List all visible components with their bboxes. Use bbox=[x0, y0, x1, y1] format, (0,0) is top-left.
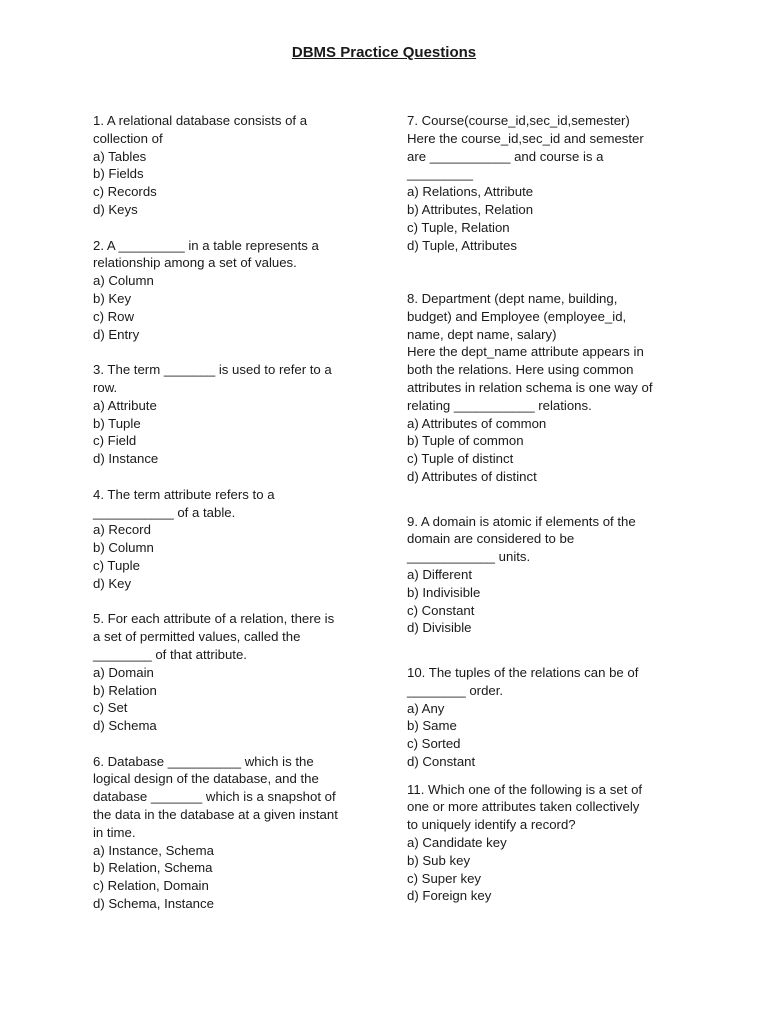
left-column bbox=[93, 112, 365, 913]
page-title: DBMS Practice Questions bbox=[291, 44, 477, 61]
question-text-line: relationship among a set of values. bbox=[93, 255, 297, 271]
question-text-line: one or more attributes taken collectively bbox=[407, 799, 640, 815]
answer-option: d) Key bbox=[93, 575, 132, 591]
answer-option: d) Schema, Instance bbox=[93, 896, 214, 912]
question-text-line: 4. The term attribute refers to a bbox=[93, 486, 275, 502]
answer-option: a) Domain bbox=[93, 664, 154, 680]
answer-option: b) Same bbox=[407, 718, 457, 734]
question-6 bbox=[93, 753, 365, 913]
answer-option: b) Sub key bbox=[407, 852, 471, 868]
right-column bbox=[407, 112, 679, 905]
question-text-line: 11. Which one of the following is a set of bbox=[407, 781, 643, 797]
answer-option: b) Tuple bbox=[93, 415, 141, 431]
answer-option: c) Tuple of distinct bbox=[407, 451, 514, 467]
answer-option: d) Divisible bbox=[407, 620, 472, 636]
answer-option: b) Tuple of common bbox=[407, 433, 524, 449]
question-text-line: ___________ of a table. bbox=[93, 504, 236, 520]
question-8 bbox=[407, 290, 679, 513]
answer-option: c) Set bbox=[93, 700, 128, 716]
answer-option: d) Entry bbox=[93, 326, 140, 342]
answer-option: c) Relation, Domain bbox=[93, 878, 209, 894]
answer-option: c) Constant bbox=[407, 602, 475, 618]
question-text-line: 2. A _________ in a table represents a bbox=[93, 237, 319, 253]
answer-option: b) Relation bbox=[93, 682, 157, 698]
question-text-line: name, dept name, salary) bbox=[407, 326, 557, 342]
question-text-line: both the relations. Here using common bbox=[407, 362, 634, 378]
question-text-line: 8. Department (dept name, building, bbox=[407, 290, 618, 306]
question-text-line: attributes in relation schema is one way of bbox=[407, 379, 653, 395]
question-4 bbox=[93, 486, 365, 611]
question-text-line: ________ of that attribute. bbox=[93, 646, 247, 662]
question-text-line: relating ___________ relations. bbox=[407, 397, 592, 413]
answer-option: d) Constant bbox=[407, 753, 476, 769]
answer-option: d) Tuple, Attributes bbox=[407, 237, 517, 253]
question-text-line: collection of bbox=[93, 130, 163, 146]
question-text-line: 3. The term _______ is used to refer to a bbox=[93, 362, 332, 378]
answer-option: b) Indivisible bbox=[407, 584, 481, 600]
question-text-line: row. bbox=[93, 379, 118, 395]
answer-option: c) Sorted bbox=[407, 736, 461, 752]
question-text-line: budget) and Employee (employee_id, bbox=[407, 308, 627, 324]
question-1 bbox=[93, 112, 365, 237]
answer-option: c) Super key bbox=[407, 870, 482, 886]
question-text-line: to uniquely identify a record? bbox=[407, 817, 576, 833]
answer-option: a) Tables bbox=[93, 148, 147, 164]
answer-option: b) Attributes, Relation bbox=[407, 201, 534, 217]
answer-option: c) Records bbox=[93, 184, 157, 200]
answer-option: b) Column bbox=[93, 540, 154, 556]
answer-option: a) Different bbox=[407, 566, 472, 582]
question-11 bbox=[407, 781, 679, 906]
answer-option: c) Tuple, Relation bbox=[407, 219, 510, 235]
answer-option: a) Attribute bbox=[93, 397, 157, 413]
question-text-line: in time. bbox=[93, 824, 136, 840]
question-2 bbox=[93, 237, 365, 362]
question-text-line: 6. Database __________ which is the bbox=[93, 753, 314, 769]
answer-option: b) Fields bbox=[93, 166, 144, 182]
answer-option: a) Record bbox=[93, 522, 151, 538]
question-text-line: logical design of the database, and the bbox=[93, 771, 319, 787]
answer-option: d) Instance bbox=[93, 451, 159, 467]
answer-option: a) Instance, Schema bbox=[93, 842, 214, 858]
question-text-line: are ___________ and course is a bbox=[407, 148, 604, 164]
question-text-line: the data in the database at a given instant bbox=[93, 807, 338, 823]
answer-option: d) Keys bbox=[93, 201, 138, 217]
answer-option: d) Attributes of distinct bbox=[407, 468, 537, 484]
answer-option: d) Foreign key bbox=[407, 888, 492, 904]
question-text-line: ____________ units. bbox=[407, 549, 531, 565]
question-7 bbox=[407, 112, 679, 290]
question-3 bbox=[93, 361, 365, 486]
question-text-line: Here the course_id,sec_id and semester bbox=[407, 130, 644, 146]
answer-option: a) Any bbox=[407, 700, 445, 716]
answer-option: a) Relations, Attribute bbox=[407, 184, 534, 200]
answer-option: a) Candidate key bbox=[407, 835, 507, 851]
answer-option: a) Attributes of common bbox=[407, 415, 547, 431]
answer-option: c) Tuple bbox=[93, 557, 140, 573]
question-text-line: domain are considered to be bbox=[407, 531, 575, 547]
question-9 bbox=[407, 513, 679, 664]
question-text-line: 9. A domain is atomic if elements of the bbox=[407, 513, 636, 529]
question-text-line: 10. The tuples of the relations can be of bbox=[407, 664, 639, 680]
answer-option: b) Relation, Schema bbox=[93, 860, 213, 876]
question-text-line: _________ bbox=[407, 166, 474, 182]
answer-option: a) Column bbox=[93, 273, 154, 289]
answer-option: c) Field bbox=[93, 433, 137, 449]
question-text-line: 1. A relational database consists of a bbox=[93, 113, 308, 128]
question-text-line: ________ order. bbox=[407, 682, 504, 698]
question-text-line: 7. Course(course_id,sec_id,semester) bbox=[407, 113, 630, 128]
question-text-line: database _______ which is a snapshot of bbox=[93, 789, 336, 805]
question-5 bbox=[93, 610, 365, 752]
question-text-line: 5. For each attribute of a relation, there is bbox=[93, 611, 335, 627]
question-text-line: a set of permitted values, called the bbox=[93, 629, 301, 645]
question-10 bbox=[407, 664, 679, 781]
question-text-line: Here the dept_name attribute appears in bbox=[407, 344, 644, 360]
answer-option: b) Key bbox=[93, 290, 132, 306]
answer-option: c) Row bbox=[93, 308, 135, 324]
answer-option: d) Schema bbox=[93, 718, 157, 734]
